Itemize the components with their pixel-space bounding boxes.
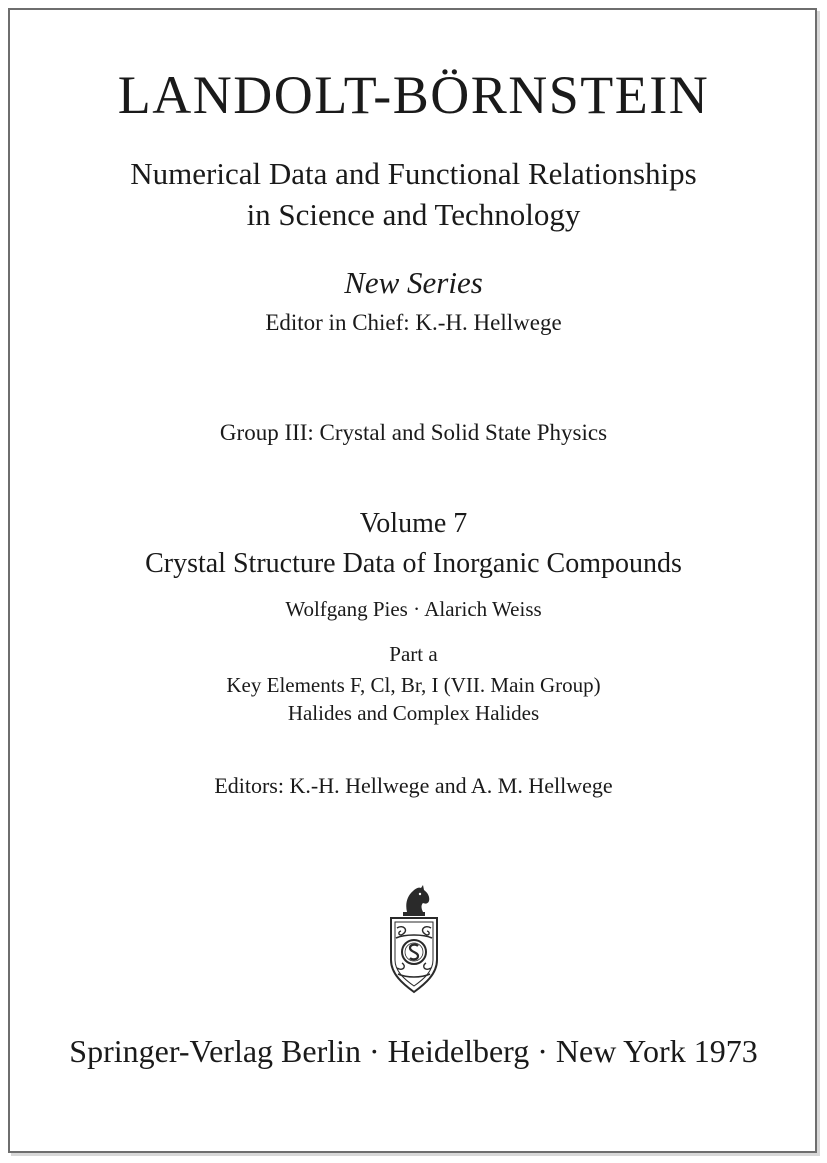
subtitle-line-1: Numerical Data and Functional Relationships [130,156,697,191]
part-title-line-1: Key Elements F, Cl, Br, I (VII. Main Group) [226,673,601,697]
editor-in-chief: Editor in Chief: K.-H. Hellwege [265,310,562,335]
part-label: Part a [389,642,438,666]
publisher-imprint: Springer-Verlag Berlin · Heidelberg · New York 1973 [69,1033,758,1069]
volume-number: Volume 7 [359,508,468,539]
new-series-label: New Series [344,265,483,300]
volume-title: Crystal Structure Data of Inorganic Compounds [145,548,682,579]
part-title-line-2: Halides and Complex Halides [287,701,540,725]
springer-knight-logo-icon [383,882,445,998]
subtitle-line-2: in Science and Technology [246,197,581,232]
group-heading: Group III: Crystal and Solid State Physics [219,420,608,445]
editors: Editors: K.-H. Hellwege and A. M. Hellwege [214,773,613,798]
authors: Wolfgang Pies · Alarich Weiss [285,597,542,621]
series-title: LANDOLT-BÖRNSTEIN [117,65,710,125]
